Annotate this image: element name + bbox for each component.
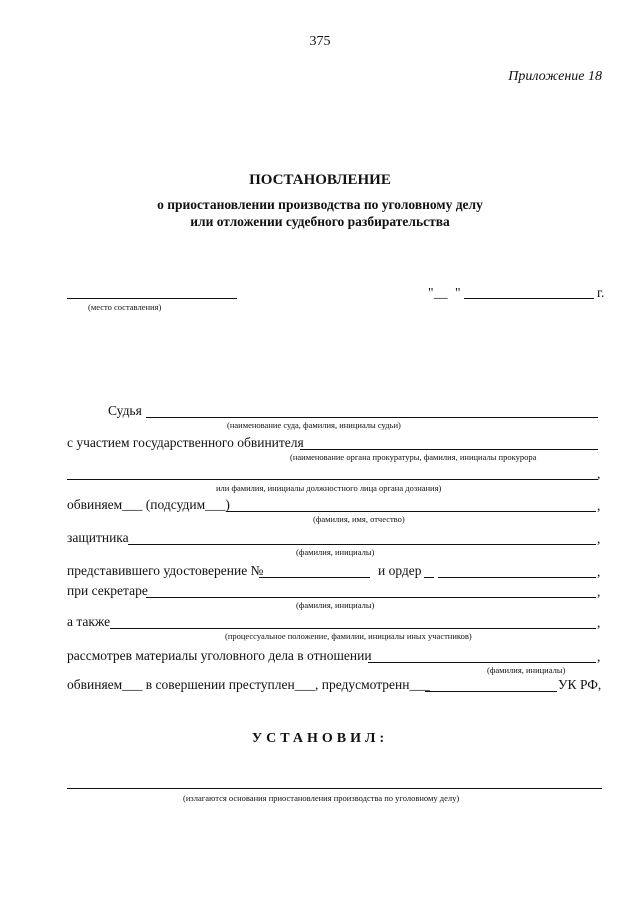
certificate-number-line [259, 577, 370, 578]
secretary-comma: , [597, 584, 601, 599]
appendix-label: Приложение 18 [508, 69, 602, 84]
prosecutor-label: с участием государственного обвинителя [67, 435, 304, 450]
document-title: ПОСТАНОВЛЕНИЕ [249, 172, 391, 188]
materials-caption: (фамилия, инициалы) [487, 665, 566, 675]
secretary-caption: (фамилия, инициалы) [296, 600, 375, 610]
date-quote-close: " [455, 285, 461, 300]
inquiry-caption: или фамилия, инициалы должностного лица органа дознания) [216, 483, 442, 493]
accused-line [226, 511, 596, 512]
judge-label: Судья [108, 403, 142, 418]
secretary-label: при секретаре [67, 583, 148, 598]
accused-comma: , [597, 498, 601, 513]
materials-comma: , [597, 649, 601, 664]
order-label: и ордер [378, 563, 422, 578]
inquiry-line [67, 479, 598, 480]
prosecutor-caption: (наименование органа прокуратуры, фамилия, инициалы прокурора [290, 452, 537, 462]
grounds-caption: (излагаются основания приостановления производства по уголовному делу) [183, 793, 460, 803]
defender-caption: (фамилия, инициалы) [296, 547, 375, 557]
secretary-line [146, 597, 596, 598]
uk-label: УК РФ, [558, 677, 602, 692]
document-subtitle-line1: о приостановлении производства по уголовному делу [157, 197, 483, 212]
also-line [110, 628, 596, 629]
judge-caption: (наименование суда, фамилия, инициалы судьи) [227, 420, 401, 430]
established-heading: УСТАНОВИЛ: [251, 731, 389, 746]
date-day-blank: __ [434, 285, 448, 300]
grounds-line [67, 788, 602, 789]
also-caption: (процессуальное положение, фамилии, инициалы иных участников) [225, 631, 472, 641]
date-month-line [464, 298, 594, 299]
order-number-line [438, 577, 596, 578]
materials-line [368, 662, 596, 663]
order-comma: , [597, 564, 601, 579]
accused-label: обвиняем___ (подсудим___) [67, 497, 230, 512]
judge-line [146, 417, 598, 418]
also-comma: , [597, 615, 601, 630]
order-series-line [424, 577, 434, 578]
inquiry-comma: , [597, 466, 601, 481]
place-caption: (место составления) [88, 302, 162, 312]
defender-label: защитника [67, 530, 129, 545]
document-subtitle-line2: или отложении судебного разбирательства [190, 214, 450, 229]
materials-label: рассмотрев материалы уголовного дела в отношении [67, 648, 372, 663]
year-suffix: г. [597, 285, 605, 300]
accused-caption: (фамилия, имя, отчество) [313, 514, 405, 524]
page-number: 375 [309, 34, 331, 49]
defender-line [128, 544, 596, 545]
place-line [67, 298, 237, 299]
charge-label: обвиняем___ в совершении преступлен___, предусмотренн___ [67, 677, 430, 692]
certificate-label: представившего удостоверение № [67, 563, 264, 578]
defender-comma: , [597, 531, 601, 546]
prosecutor-line [300, 449, 598, 450]
date-quote-open: " [428, 285, 434, 300]
also-label: а также [67, 614, 111, 629]
charge-article-line [425, 691, 557, 692]
